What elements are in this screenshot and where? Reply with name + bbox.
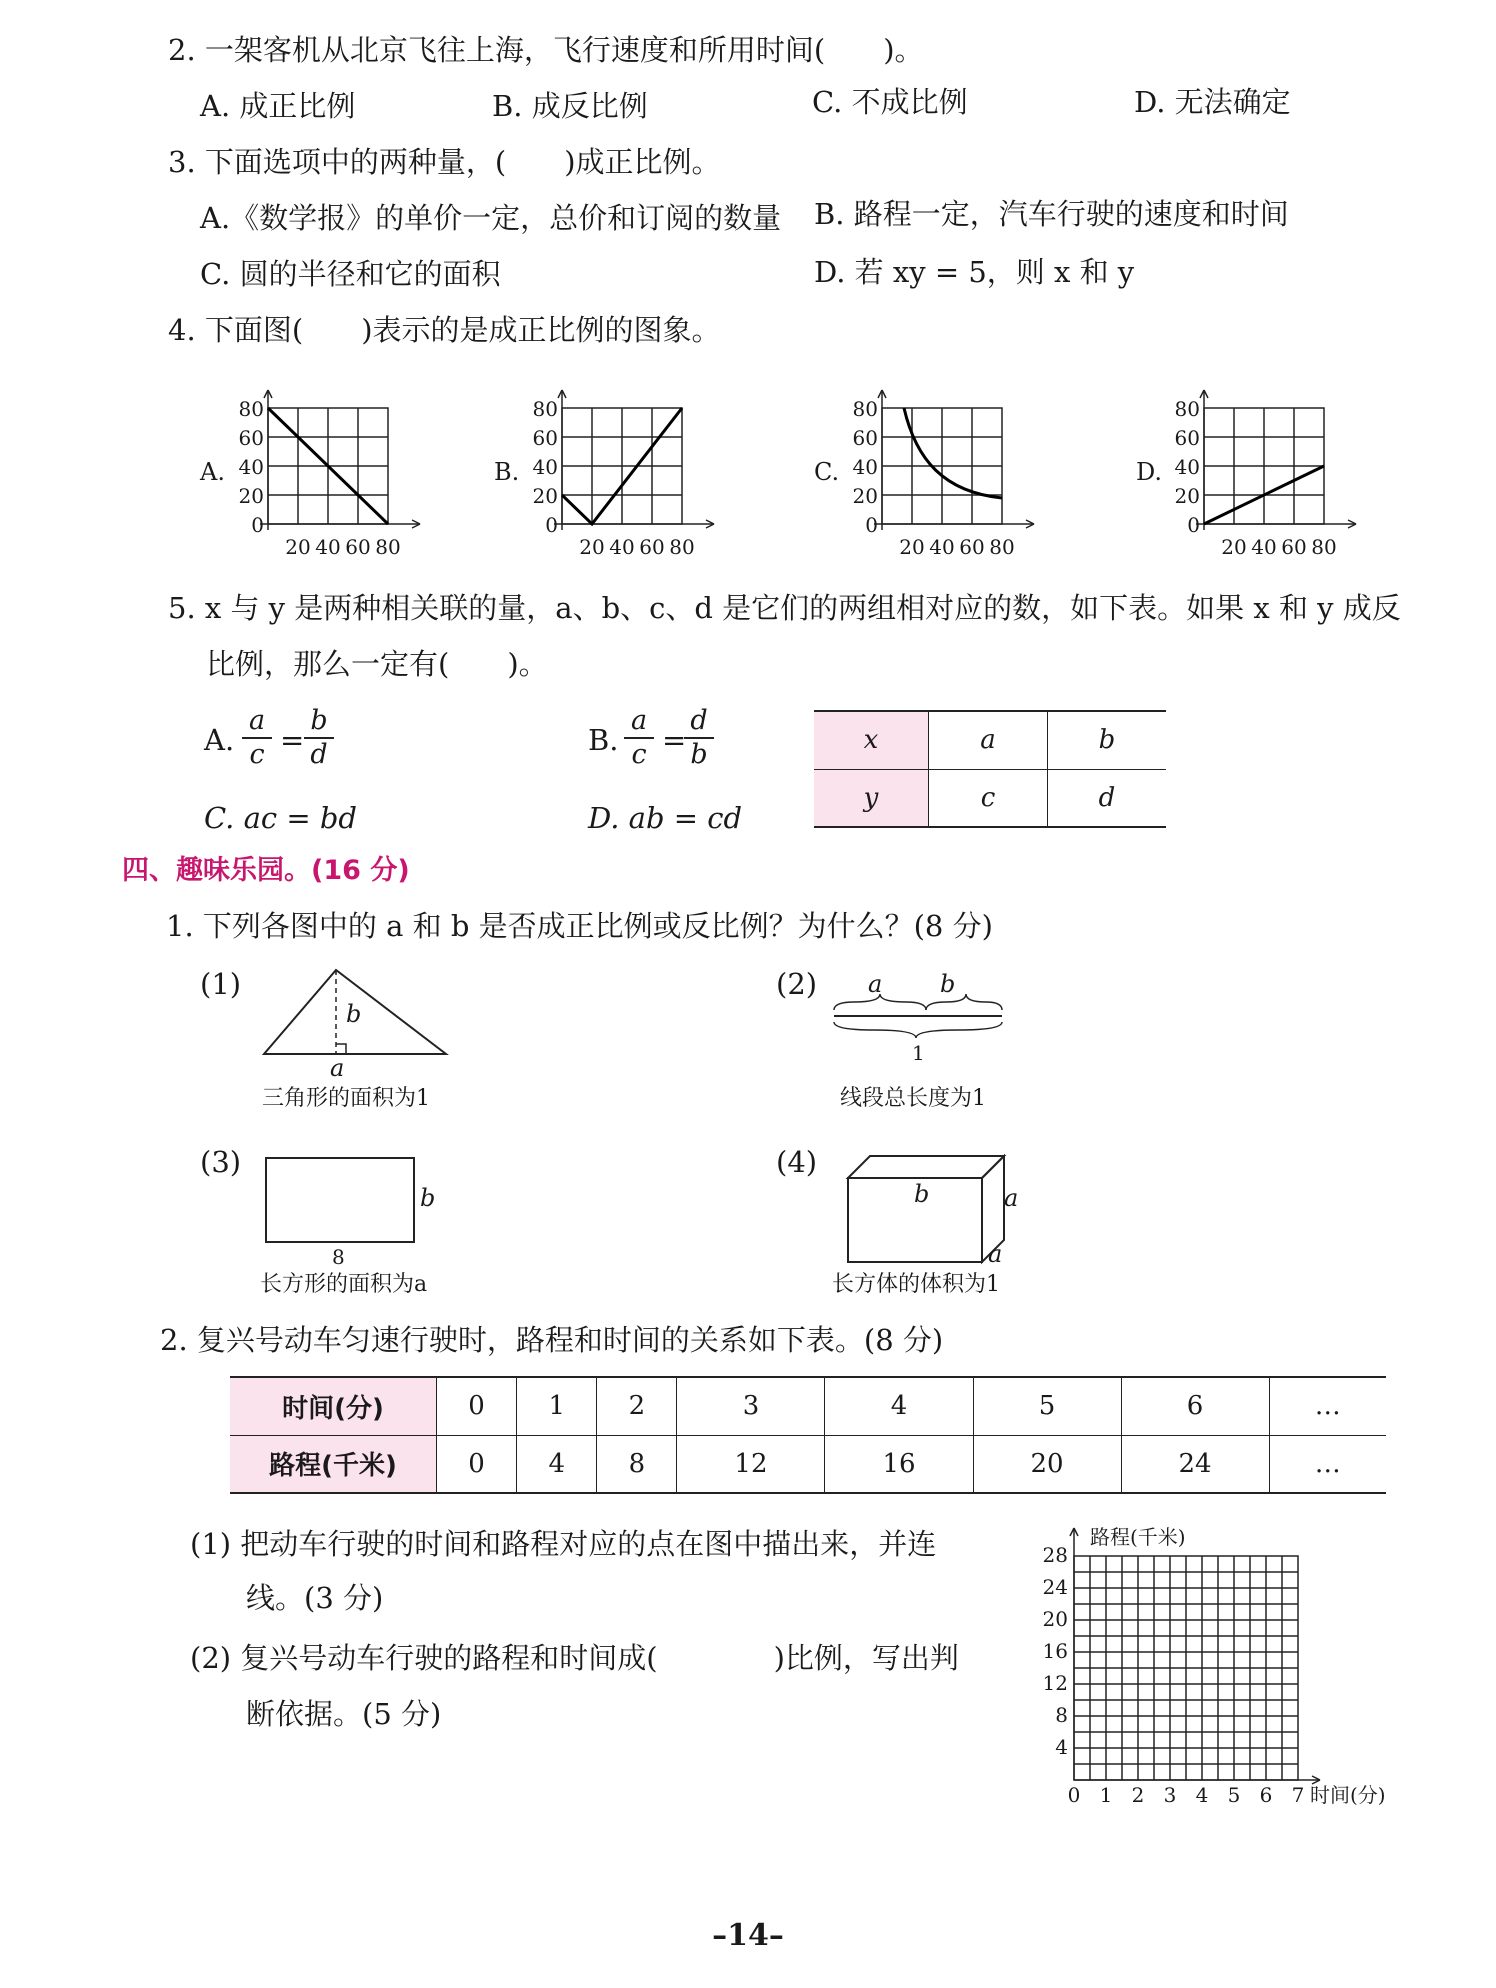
row-header-time: 时间(分) [230, 1377, 437, 1435]
svg-text:b: b [346, 1000, 362, 1028]
q3-option-d: D. 若 xy = 5，则 x 和 y [814, 255, 1135, 289]
svg-text:60: 60 [345, 535, 371, 559]
section-4-q1-stem: 1. 下列各图中的 a 和 b 是否成正比例或反比例？为什么？(8 分) [166, 909, 993, 943]
svg-text:0: 0 [251, 513, 264, 537]
distance-cell: 20 [973, 1435, 1121, 1493]
svg-text:24: 24 [1042, 1575, 1068, 1599]
question-5-stem-line2: 比例，那么一定有( )。 [206, 647, 548, 681]
figure-2-caption: 线段总长度为1 [840, 1086, 986, 1111]
svg-text:0: 0 [545, 513, 558, 537]
question-4-stem: 4. 下面图( )表示的是成正比例的图象。 [168, 313, 721, 347]
distance-cell: 8 [597, 1435, 677, 1493]
svg-text:40: 40 [1174, 455, 1200, 479]
svg-text:80: 80 [375, 535, 401, 559]
q2-sub1-line1: (1) 把动车行驶的时间和路程对应的点在图中描出来，并连 [190, 1527, 937, 1561]
question-3-stem: 3. 下面选项中的两种量，( )成正比例。 [168, 145, 721, 179]
q3-option-c: C. 圆的半径和它的面积 [200, 257, 501, 291]
svg-text:4: 4 [1055, 1735, 1068, 1759]
svg-text:a: a [330, 1054, 345, 1082]
svg-text:40: 40 [315, 535, 341, 559]
distance-cell: 24 [1121, 1435, 1269, 1493]
svg-text:12: 12 [1042, 1671, 1068, 1695]
section-4-q2-stem: 2. 复兴号动车匀速行驶时，路程和时间的关系如下表。(8 分) [160, 1323, 944, 1357]
time-cell: 0 [437, 1377, 517, 1435]
svg-text:4: 4 [1195, 1783, 1209, 1807]
time-cell: 4 [825, 1377, 973, 1435]
svg-text:20: 20 [899, 535, 925, 559]
svg-text:b: b [420, 1184, 436, 1212]
svg-text:40: 40 [929, 535, 955, 559]
svg-text:20: 20 [1221, 535, 1247, 559]
graph-xlabel: 时间(分) [1310, 1783, 1386, 1807]
page-number: –14– [712, 1918, 784, 1953]
figure-1-triangle [258, 964, 458, 1084]
figure-3-number: (3) [200, 1145, 242, 1179]
figure-4-caption: 长方体的体积为1 [832, 1272, 1000, 1297]
graph-grid [1074, 1528, 1320, 1780]
question-2-stem: 2. 一架客机从北京飞往上海，飞行速度和所用时间( )。 [168, 33, 924, 67]
q5-option-a-equals: = [280, 723, 305, 757]
svg-text:0: 0 [1187, 513, 1200, 537]
svg-text:16: 16 [1042, 1639, 1068, 1663]
q2-option-b: B. 成反比例 [492, 89, 648, 123]
svg-text:b: b [940, 970, 956, 998]
svg-text:60: 60 [1281, 535, 1307, 559]
svg-text:40: 40 [238, 455, 264, 479]
q5-option-b-frac2: d b [684, 706, 714, 770]
svg-text:60: 60 [852, 426, 878, 450]
figure-4-cuboid [840, 1148, 1030, 1268]
q2-sub2-line1: (2) 复兴号动车行驶的路程和时间成( )比例，写出判 [190, 1641, 959, 1675]
figure-2-number: (2) [776, 967, 818, 1001]
svg-text:2: 2 [1131, 1783, 1145, 1807]
graph-ylabel: 路程(千米) [1090, 1525, 1186, 1549]
distance-cell: 16 [825, 1435, 973, 1493]
svg-text:80: 80 [532, 397, 558, 421]
svg-text:0: 0 [865, 513, 878, 537]
svg-text:40: 40 [609, 535, 635, 559]
figure-3-caption: 长方形的面积为a [260, 1272, 428, 1297]
q2-option-d: D. 无法确定 [1134, 85, 1291, 119]
table-cell: c [929, 769, 1048, 827]
svg-text:80: 80 [989, 535, 1015, 559]
distance-cell: 0 [437, 1435, 517, 1493]
svg-text:20: 20 [238, 484, 264, 508]
graph-a [199, 390, 420, 559]
svg-text:7: 7 [1291, 1783, 1305, 1807]
svg-text:8: 8 [332, 1245, 345, 1268]
svg-text:b: b [914, 1180, 930, 1208]
svg-text:20: 20 [579, 535, 605, 559]
table-header-x: x [814, 711, 929, 769]
q3-option-b: B. 路程一定，汽车行驶的速度和时间 [814, 197, 1289, 231]
svg-text:60: 60 [959, 535, 985, 559]
svg-text:0: 0 [1067, 1783, 1081, 1807]
graph-c-curve [904, 408, 1002, 498]
time-cell: 1 [517, 1377, 597, 1435]
row-header-distance: 路程(千米) [230, 1435, 437, 1493]
figure-1-number: (1) [200, 967, 242, 1001]
question-5-stem-line1: 5. x 与 y 是两种相关联的量，a、b、c、d 是它们的两组相对应的数，如下表。如果 x 和 y 成反 [168, 591, 1401, 625]
distance-cell: 12 [677, 1435, 825, 1493]
distance-time-graph [1030, 1520, 1440, 1810]
svg-text:40: 40 [1251, 535, 1277, 559]
q2-option-a: A. 成正比例 [200, 89, 356, 123]
svg-text:6: 6 [1259, 1783, 1273, 1807]
svg-text:60: 60 [238, 426, 264, 450]
q3-option-a: A.《数学报》的单价一定，总价和订阅的数量 [200, 201, 782, 235]
q2-sub2-line2: 断依据。(5 分) [246, 1697, 442, 1731]
svg-text:80: 80 [238, 397, 264, 421]
svg-text:a: a [868, 970, 883, 998]
figure-2-segment [830, 970, 1010, 1070]
svg-text:5: 5 [1227, 1783, 1241, 1807]
q5-option-d: D. ab = cd [588, 801, 743, 835]
q5-option-a-frac2: b d [304, 706, 334, 770]
figure-4-number: (4) [776, 1145, 818, 1179]
distance-cell: … [1314, 1448, 1341, 1479]
q2-sub1-line2: 线。(3 分) [246, 1581, 384, 1615]
graph-b [494, 390, 714, 559]
svg-text:20: 20 [1042, 1607, 1068, 1631]
table-cell: d [1098, 782, 1116, 813]
svg-text:1: 1 [912, 1041, 925, 1065]
time-cell: 6 [1121, 1377, 1269, 1435]
time-cell: 3 [677, 1377, 825, 1435]
table-header-y: y [814, 769, 929, 827]
svg-text:80: 80 [852, 397, 878, 421]
svg-text:20: 20 [285, 535, 311, 559]
q5-option-b-equals: = [662, 723, 687, 757]
svg-text:80: 80 [1311, 535, 1337, 559]
svg-text:20: 20 [532, 484, 558, 508]
q5-xy-table [814, 710, 1166, 828]
svg-text:8: 8 [1055, 1703, 1068, 1727]
graph-d-label: D. [1136, 458, 1163, 486]
svg-text:1: 1 [1099, 1783, 1113, 1807]
svg-text:20: 20 [1174, 484, 1200, 508]
table-cell: b [1098, 725, 1116, 756]
q4-graphs [190, 380, 1410, 570]
svg-text:60: 60 [639, 535, 665, 559]
graph-d [1136, 390, 1356, 559]
q5-option-b-label: B. [588, 723, 619, 757]
graph-c [814, 390, 1034, 559]
graph-a-label: A. [200, 458, 225, 486]
graph-b-label: B. [494, 458, 520, 486]
section-4-title: 四、趣味乐园。(16 分) [122, 855, 410, 886]
q2-option-c: C. 不成比例 [812, 85, 968, 119]
svg-text:a: a [988, 1240, 1003, 1268]
time-cell: 2 [597, 1377, 677, 1435]
svg-text:40: 40 [852, 455, 878, 479]
q5-option-c: C. ac = bd [204, 801, 357, 835]
svg-text:40: 40 [532, 455, 558, 479]
svg-text:60: 60 [1174, 426, 1200, 450]
svg-text:60: 60 [532, 426, 558, 450]
q5-option-a-label: A. [204, 723, 235, 757]
svg-text:28: 28 [1042, 1543, 1068, 1567]
q5-option-b-frac1: a c [624, 706, 654, 770]
table-cell: a [929, 711, 1048, 769]
svg-text:20: 20 [852, 484, 878, 508]
svg-text:3: 3 [1163, 1783, 1177, 1807]
q5-option-a-frac1: a c [242, 706, 272, 770]
time-cell: … [1314, 1391, 1341, 1422]
svg-text:80: 80 [1174, 397, 1200, 421]
graph-c-label: C. [814, 458, 840, 486]
figure-3-rectangle [258, 1148, 458, 1268]
svg-text:80: 80 [669, 535, 695, 559]
time-cell: 5 [973, 1377, 1121, 1435]
figure-1-caption: 三角形的面积为1 [262, 1086, 430, 1111]
train-table [230, 1376, 1386, 1494]
svg-text:a: a [1004, 1184, 1019, 1212]
distance-cell: 4 [517, 1435, 597, 1493]
